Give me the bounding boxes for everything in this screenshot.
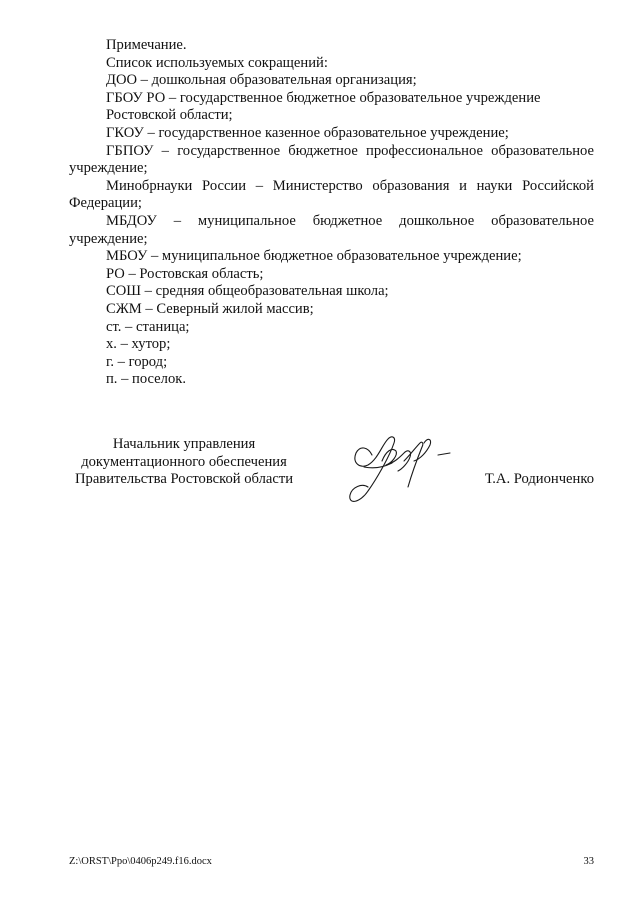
signatory-name: Т.А. Родионченко <box>484 471 594 487</box>
abbreviation-item: ГКОУ – государственное казенное образовательное учреждение; <box>106 124 509 141</box>
handwritten-signature <box>338 425 458 515</box>
abbreviation-item: ГБОУ РО – государственное бюджетное образовательное учреждение <box>106 89 541 106</box>
abbreviation-item: Минобрнауки России – Министерство образования и науки Российской Федерации; <box>69 177 594 212</box>
signatory-title-line: Правительства Ростовской области <box>74 471 294 488</box>
abbreviation-item: РО – Ростовская область; <box>106 265 264 282</box>
abbreviation-item: ГБПОУ – государственное бюджетное профессиональное образовательное учреждение; <box>69 142 594 177</box>
signatory-title-line: документационного обеспечения <box>81 453 287 470</box>
abbreviation-item: г. – город; <box>106 353 168 370</box>
abbreviation-item: ст. – станица; <box>106 318 190 335</box>
page-number: 33 <box>583 856 594 867</box>
abbreviation-item: ДОО – дошкольная образовательная организация; <box>106 72 417 89</box>
abbreviation-list-intro: Список используемых сокращений: <box>106 54 328 71</box>
signatory-title-line: Начальник управления <box>112 436 256 452</box>
footer-file-path: Z:\ORST\Ppo\0406p249.f16.docx <box>69 856 212 867</box>
abbreviation-item: СОШ – средняя общеобразовательная школа; <box>106 283 389 300</box>
abbreviation-item: п. – поселок. <box>106 371 186 388</box>
note-section <box>69 37 594 389</box>
abbreviation-item: Ростовской области; <box>106 107 233 124</box>
abbreviation-item: х. – хутор; <box>106 336 171 353</box>
signatory-title <box>64 436 304 489</box>
abbreviation-item: СЖМ – Северный жилой массив; <box>106 300 314 317</box>
abbreviation-item: МБДОУ – муниципальное бюджетное дошкольное образовательное учреждение; <box>69 212 594 247</box>
abbreviation-item: МБОУ – муниципальное бюджетное образовательное учреждение; <box>106 248 522 265</box>
note-heading: Примечание. <box>106 37 187 53</box>
